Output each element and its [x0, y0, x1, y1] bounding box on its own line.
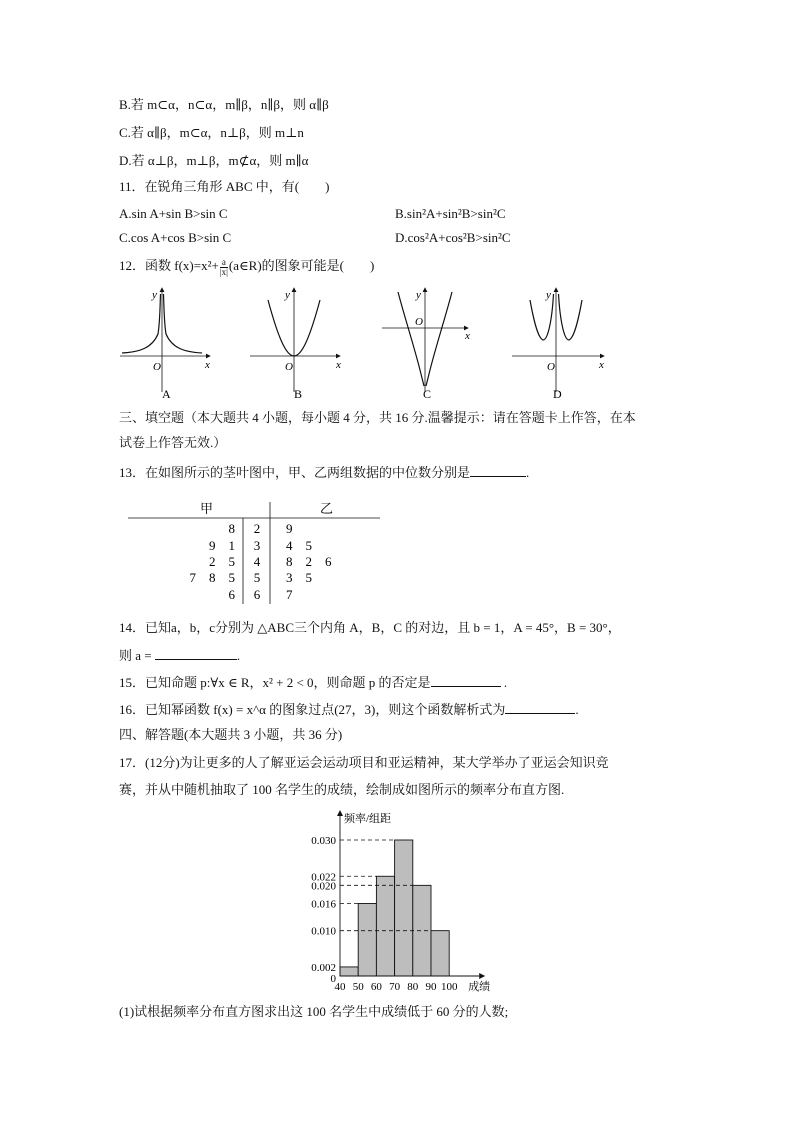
hist-y-tick-0.030: 0.030: [311, 835, 336, 847]
graph-a-y-label: y: [152, 289, 157, 301]
hist-y-tick-0.022: 0.022: [311, 871, 336, 884]
q15-line: [119, 673, 507, 692]
hist-y-zero: 0: [330, 973, 336, 985]
frequency-histogram: [0, 800, 794, 1000]
q17-line1: 17．(12分)为让更多的人了解亚运会运动项目和亚运精神，某大学举办了亚运会知识竞: [119, 755, 609, 770]
stem-row5: 6: [253, 587, 261, 602]
hist-x-tick-40: 40: [334, 981, 346, 993]
q14-prefix: 则 a =: [119, 648, 152, 663]
q16-answer-blank[interactable]: [505, 700, 575, 714]
q12-stem-prefix: 12．函数 f(x)=x²+: [119, 258, 219, 273]
graph-c: [382, 288, 470, 401]
graph-a-origin: O: [153, 361, 161, 373]
hist-x-tick-50: 50: [352, 981, 364, 993]
q10-option-c: C.若 α∥β，m⊂α，n⊥β，则 m⊥n: [119, 125, 304, 140]
hist-x-tick-70: 70: [389, 981, 401, 993]
graph-b-label: B: [294, 387, 303, 401]
graph-d: [512, 288, 604, 401]
hist-bar-90-100: [431, 931, 449, 976]
q11-option-a: A.sin A+sin B>sin C: [119, 206, 228, 221]
q12-frac-num: a: [220, 258, 228, 268]
hist-bar-40-50: [340, 967, 358, 976]
graph-a-label: A: [162, 387, 171, 401]
q13-end: .: [526, 465, 530, 480]
section3-line2: 试卷上作答无效.）: [119, 435, 227, 450]
q11-option-c: C.cos A+cos B>sin C: [119, 230, 232, 245]
hist-x-label: 成绩: [468, 981, 491, 993]
stem-row4: 5: [253, 570, 261, 585]
stem-row1: 2: [253, 521, 261, 536]
q12-stem-suffix: (a∈R)的图象可能是( ): [228, 258, 375, 273]
graph-b-x-label: x: [336, 359, 341, 371]
hist-x-tick-90: 90: [425, 981, 437, 993]
q14-end: .: [236, 648, 241, 663]
hist-bar-50-60: [358, 903, 376, 976]
q11-stem: 11．在锐角三角形 ABC 中，有( ): [119, 179, 330, 194]
q11-option-d: D.cos²A+cos²B>sin²C: [395, 230, 511, 245]
leaf-right-row3: 8 2 6: [286, 554, 332, 569]
q13-answer-blank[interactable]: [470, 463, 526, 477]
q14-line1: 14．已知a，b，c分别为 △ABC三个内角 A，B，C 的对边，且 b = 1，A = 45°，B = 30°，: [119, 620, 621, 635]
section4-heading: 四、解答题(本大题共 3 小题，共 36 分): [119, 727, 343, 742]
hist-bar-60-70: [376, 876, 394, 976]
q10-option-b: B.若 m⊂α，n⊂α，m∥β，n∥β，则 α∥β: [119, 97, 329, 112]
section3-line1: 三、填空题（本大题共 4 小题，每小题 4 分，共 16 分.温馨提示：请在答题卡上作答，在本: [119, 410, 636, 425]
q15-stem: 15．已知命题 p:∀x ∈ R，x² + 2 < 0，则命题 p 的否定是: [119, 675, 431, 690]
leaf-left-row3: 2 5: [208, 554, 235, 569]
graph-b: [250, 288, 341, 401]
hist-y-tick-0.010: 0.010: [311, 925, 336, 938]
hist-y-tick-0.002: 0.002: [311, 961, 336, 974]
graph-b-y-label: y: [285, 289, 290, 301]
leaf-left-row2: 9 1: [208, 538, 235, 553]
stem-row2: 3: [253, 538, 261, 553]
q16-stem: 16．已知幂函数 f(x) = x^α 的图象过点(27，3)，则这个函数解析式为: [119, 702, 506, 717]
leaf-left-row4: 7 8 5: [189, 570, 235, 585]
stem-leaf-plot: [0, 496, 794, 606]
leaf-right-row4: 3 5: [286, 570, 313, 585]
q14-line2: [119, 646, 240, 665]
q14-answer-blank[interactable]: [155, 646, 237, 660]
graph-d-label: D: [553, 387, 562, 401]
stem-leaf-header-left: 甲: [200, 501, 214, 516]
graph-c-x-label: x: [465, 330, 470, 342]
graph-a: [120, 288, 210, 401]
q15-end: .: [503, 675, 508, 690]
hist-x-tick-100: 100: [440, 981, 458, 993]
q12-graphs: [0, 282, 794, 412]
graph-c-y-label: y: [416, 289, 421, 301]
q15-answer-blank[interactable]: [431, 673, 501, 687]
hist-x-arrow: [479, 973, 485, 979]
q17-line2: 赛，并从中随机抽取了 100 名学生的成绩，绘制成如图所示的频率分布直方图.: [119, 782, 565, 797]
q16-end: .: [575, 702, 579, 717]
q10-option-d: D.若 α⊥β，m⊥β，m⊄α，则 m∥α: [119, 153, 309, 168]
q17-part1: (1)试根据频率分布直方图求出这 100 名学生中成绩低于 60 分的人数;: [119, 1004, 509, 1019]
graph-d-origin: O: [547, 361, 555, 373]
graph-c-label: C: [423, 387, 432, 401]
leaf-left-row5: 6: [228, 587, 235, 602]
hist-x-tick-80: 80: [407, 981, 419, 993]
hist-y-arrow: [337, 810, 343, 816]
graph-d-y-label: y: [546, 289, 551, 301]
q11-option-b: B.sin²A+sin²B>sin²C: [395, 206, 506, 221]
hist-x-tick-60: 60: [370, 981, 382, 993]
graph-b-origin: O: [285, 361, 293, 373]
stem-leaf-header-right: 乙: [320, 501, 334, 516]
q12-frac-den: |x|: [219, 266, 228, 277]
q13-stem-text: 13．在如图所示的茎叶图中，甲、乙两组数据的中位数分别是: [119, 465, 471, 480]
hist-bar-70-80: [395, 840, 413, 976]
leaf-right-row5: 7: [286, 587, 293, 602]
q16-line: [119, 700, 579, 719]
leaf-left-row1: 8: [228, 521, 235, 536]
hist-y-label: 频率/组距: [344, 813, 392, 825]
graph-d-x-label: x: [599, 359, 604, 371]
leaf-right-row1: 9: [286, 521, 293, 536]
q12-stem: [119, 257, 374, 277]
graph-c-origin: O: [415, 316, 423, 328]
hist-bar-80-90: [413, 885, 431, 976]
hist-y-tick-0.016: 0.016: [311, 898, 336, 911]
stem-row3: 4: [253, 554, 261, 569]
graph-a-x-label: x: [205, 359, 210, 371]
leaf-right-row2: 4 5: [286, 538, 313, 553]
hist-y-tick-0.020: 0.020: [311, 880, 336, 893]
q13-stem: [119, 463, 529, 482]
